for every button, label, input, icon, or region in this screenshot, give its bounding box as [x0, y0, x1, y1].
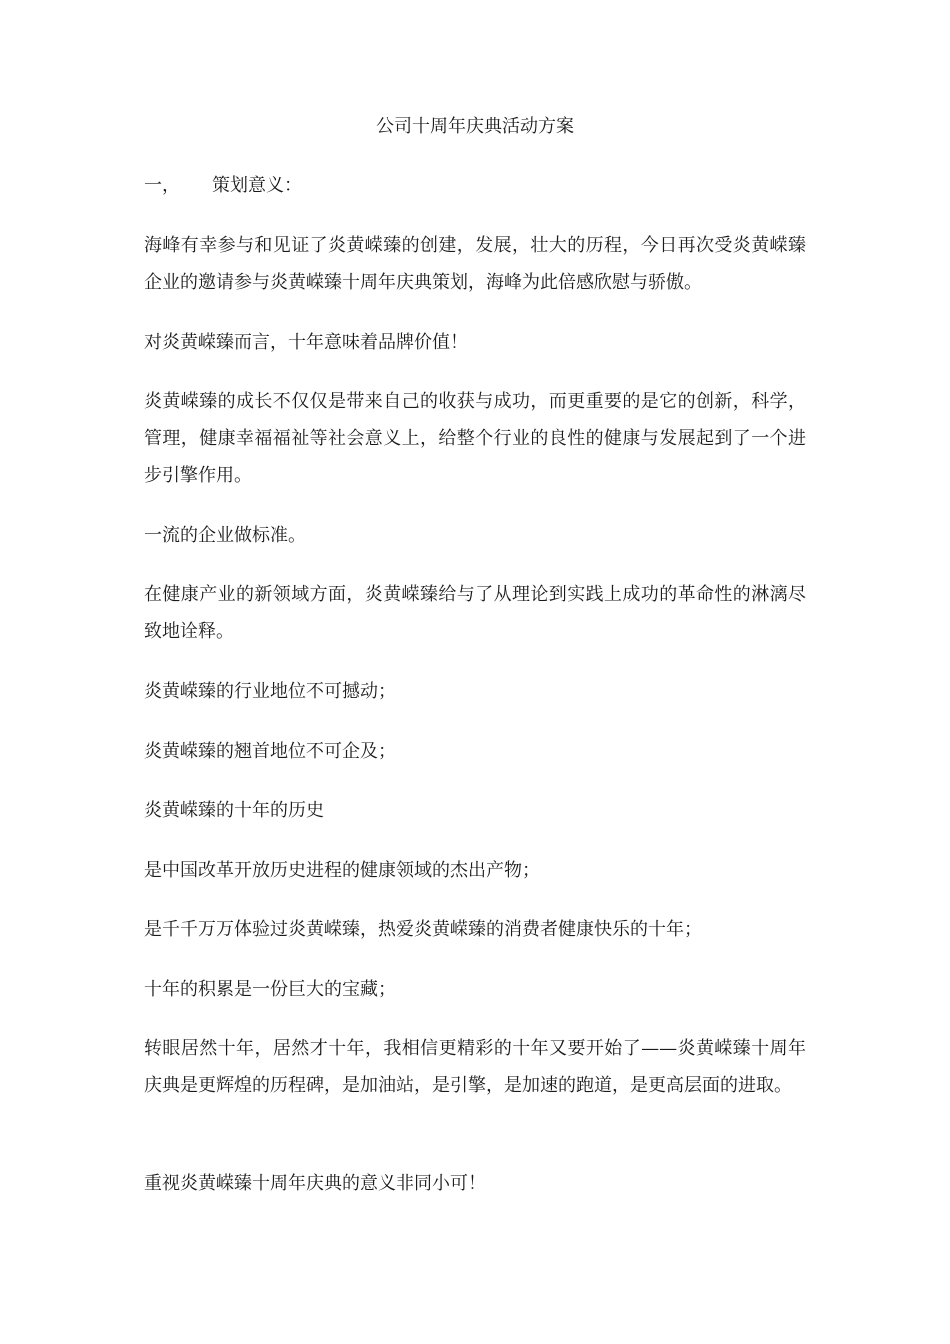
paragraph-importance: 重视炎黄嵘臻十周年庆典的意义非同小可！ [144, 1173, 486, 1194]
paragraph-industry-position: 炎黄嵘臻的行业地位不可撼动； [144, 681, 396, 702]
paragraph-consumers: 是千千万万体验过炎黄嵘臻，热爱炎黄嵘臻的消费者健康快乐的十年； [144, 919, 702, 940]
paragraph-brand-value: 对炎黄嵘臻而言，十年意味着品牌价值！ [144, 332, 468, 353]
paragraph-participation: 海峰有幸参与和见证了炎黄嵘臻的创建，发展，壮大的历程，今日再次受炎黄嵘臻企业的邀请参与炎黄嵘臻十周年庆典策划，海峰为此倍感欣慰与骄傲。 [144, 235, 806, 293]
paragraph-reform: 是中国改革开放历史进程的健康领域的杰出产物； [144, 860, 540, 881]
paragraph-next-decade: 转眼居然十年，居然才十年，我相信更精彩的十年又要开始了——炎黄嵘臻十周年庆典是更辉煌的历程碑，是加油站，是引擎，是加速的跑道，是更高层面的进取。 [144, 1038, 806, 1096]
paragraph-treasure: 十年的积累是一份巨大的宝藏； [144, 979, 396, 1000]
paragraph-standard: 一流的企业做标准。 [144, 525, 306, 546]
paragraph-innovation: 在健康产业的新领域方面，炎黄嵘臻给与了从理论到实践上成功的革命性的淋漓尽致地诠释。 [144, 584, 806, 642]
section-heading [144, 173, 302, 199]
paragraph-growth: 炎黄嵘臻的成长不仅仅是带来自己的收获与成功，而更重要的是它的创新，科学，管理，健康幸福福祉等社会意义上，给整个行业的良性的健康与发展起到了一个进步引擎作用。 [144, 391, 806, 486]
paragraph-history: 炎黄嵘臻的十年的历史 [144, 800, 324, 821]
section-heading-text: 策划意义： [212, 175, 302, 196]
paragraph-leading-position: 炎黄嵘臻的翘首地位不可企及； [144, 741, 396, 762]
section-number: 一， [144, 175, 180, 196]
document-title: 公司十周年庆典活动方案 [376, 116, 574, 137]
